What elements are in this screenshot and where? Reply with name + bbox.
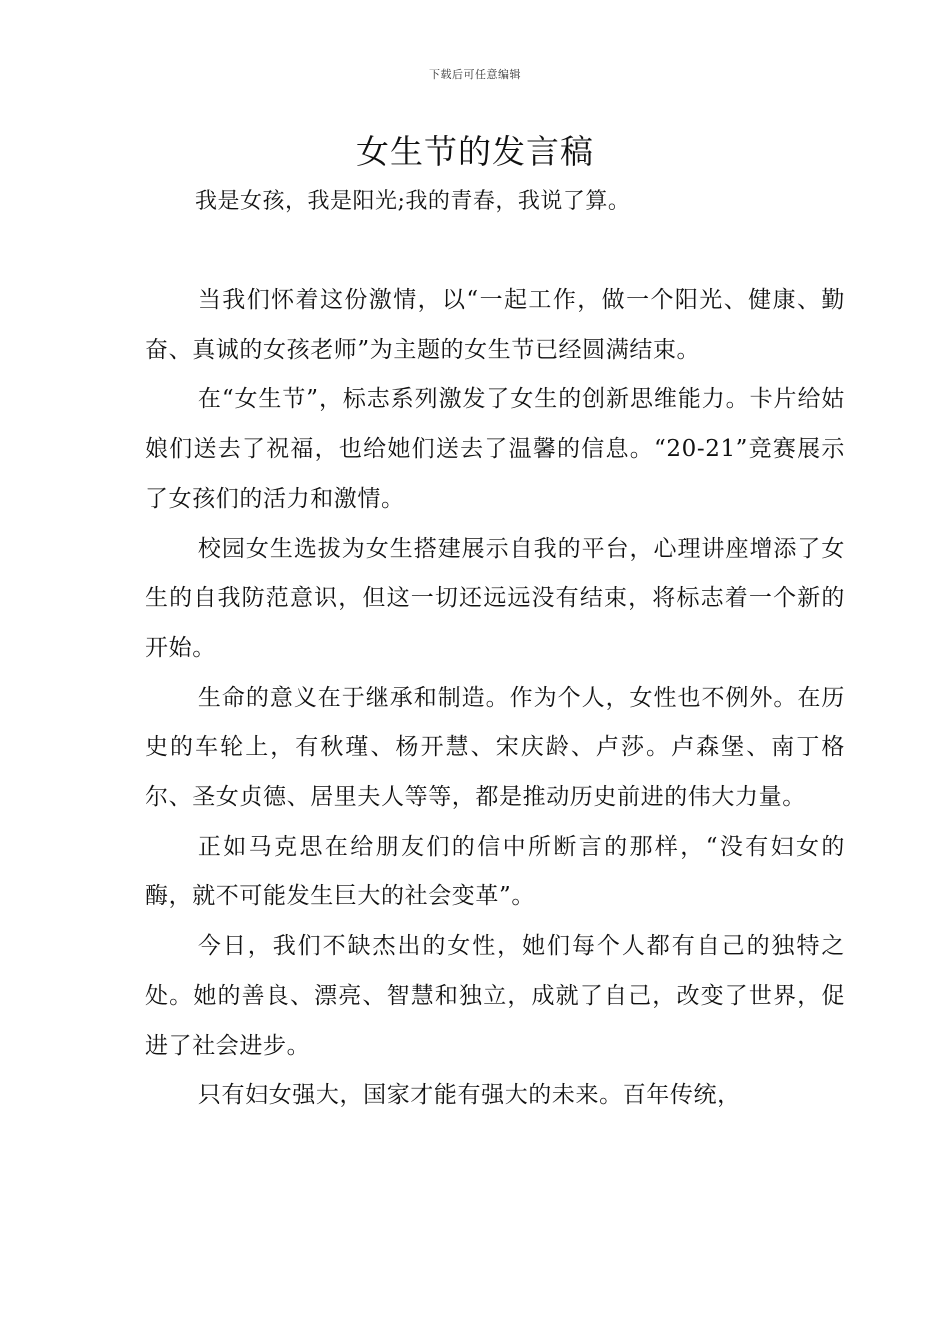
paragraph: 生命的意义在于继承和制造。作为个人，女性也不例外。在历史的车轮上，有秋瑾、杨开慧、宋庆龄、卢莎。卢森堡、南丁格尔、圣女贞德、居里夫人等等，都是推动历史前进的伟大力量。 [145,684,845,811]
body-text [145,276,845,1121]
paragraph: 在“女生节”，标志系列激发了女生的创新思维能力。卡片给姑娘们送去了祝福，也给她们送去了温馨的信息。“20-21”竞赛展示了女孩们的活力和激情。 [145,386,845,512]
paragraph: 校园女生选拔为女生搭建展示自我的平台，心理讲座增添了女生的自我防范意识，但这一切还远远没有结束，将标志着一个新的开始。 [145,535,845,661]
header-note: 下载后可任意编辑 [429,68,521,81]
paragraph: 正如马克思在给朋友们的信中所断言的那样，“没有妇女的酶，就不可能发生巨大的社会变革”。 [145,833,845,910]
document-title: 女生节的发言稿 [356,132,594,171]
paragraph: 当我们怀着这份激情，以“一起工作，做一个阳光、健康、勤奋、真诚的女孩老师”为主题的女生节已经圆满结束。 [145,287,845,363]
document-subtitle: 我是女孩，我是阳光;我的青春，我说了算。 [195,189,631,214]
paragraph: 只有妇女强大，国家才能有强大的未来。百年传统， [197,1082,741,1109]
paragraph: 今日，我们不缺杰出的女性，她们每个人都有自己的独特之处。她的善良、漂亮、智慧和独立，成就了自己，改变了世界，促进了社会进步。 [145,933,845,1059]
